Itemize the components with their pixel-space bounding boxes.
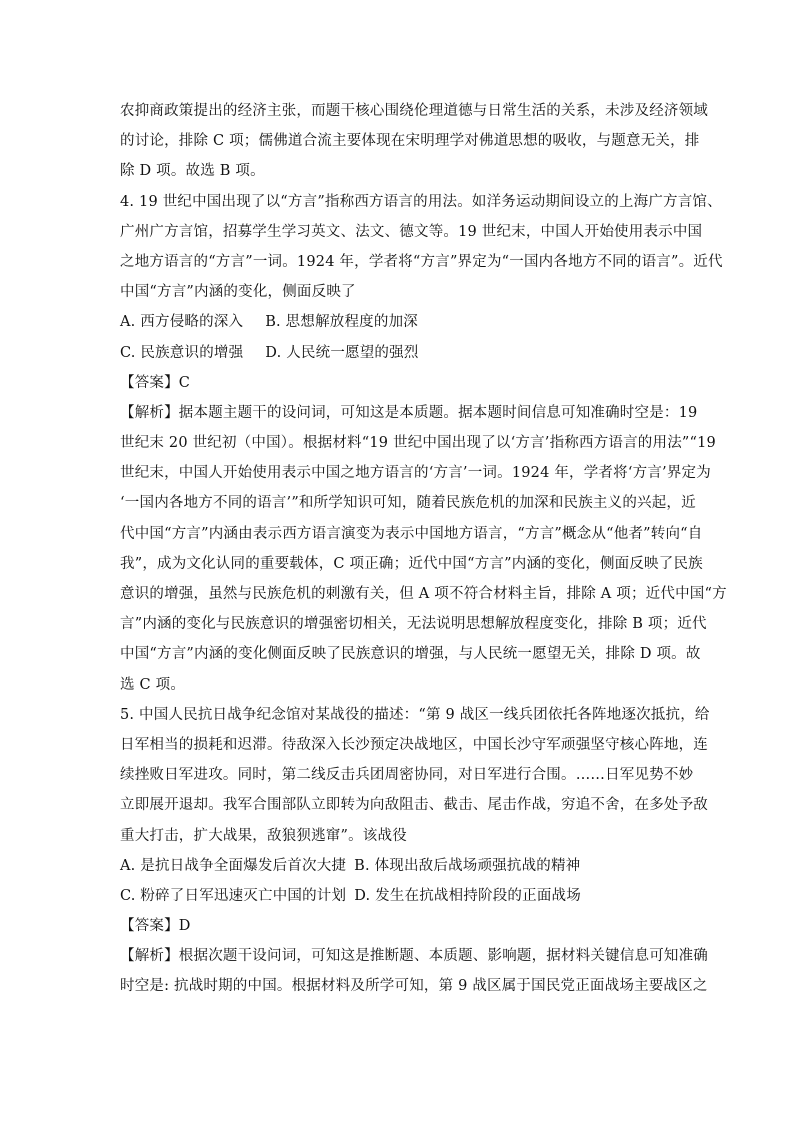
q4-analysis-line: ‘一国内各地方不同的语言’”和所学知识可知，随着民族危机的加深和民族主义的兴起，近 [120, 495, 696, 512]
q4-analysis-line: 世纪末，中国人开始使用表示中国之地方语言的‘方言’一词。1924 年，学者将‘方言’界定为 [120, 465, 711, 482]
q4-options-row [120, 338, 680, 368]
q4-analysis-line: 言”内涵的变化与民族意识的增强密切相关，无法说明思想解放程度变化，排除 B 项；近代 [120, 616, 707, 633]
q4-option-c: C. 民族意识的增强 [120, 344, 244, 361]
q4-option-b: B. 思想解放程度的加深 [265, 314, 418, 331]
q5-option-a: A. 是抗日战争全面爆发后首次大捷 [120, 857, 347, 874]
q5-stem-line: 日军相当的损耗和迟滞。待敌深入长沙预定决战地区，中国长沙守军顽强坚守核心阵地，连 [120, 736, 708, 753]
q4-analysis-line: 代中国“方言”内涵由表示西方语言演变为表示中国地方语言，“方言”概念从“他者”转向“自 [120, 525, 703, 542]
q5-stem-line: 立即展开退却。我军合围部队立即转为向敌阻击、截击、尾击作战，穷追不舍，在多处予敌 [120, 797, 708, 814]
q4-analysis-line: 意识的增强，虽然与民族危机的刺激有关，但 A 项不符合材料主旨，排除 A 项；近代中国“方 [120, 586, 727, 602]
q4-answer: 【答案】C [120, 374, 191, 391]
q3-analysis-line: 除 D 项。故选 B 项。 [120, 163, 265, 180]
q4-stem-line: 4. 19 世纪中国出现了以“方言”指称西方语言的用法。如洋务运动期间设立的上海广方言馆、 [120, 193, 722, 210]
q4-analysis-line: 【解析】据本题主题干的设问词，可知这是本质题。据本题时间信息可知准确时空是：19 [120, 404, 698, 421]
q5-options-row [120, 851, 680, 881]
q5-stem-line: 重大打击，扩大战果，敌狼狈逃窜”。该战役 [120, 827, 407, 844]
q4-option-a: A. 西方侵略的深入 [120, 314, 244, 331]
q5-option-d: D. 发生在抗战相持阶段的正面战场 [354, 887, 581, 904]
q4-analysis-line: 中国“方言”内涵的变化侧面反映了民族意识的增强，与人民统一愿望无关，排除 D 项。故 [120, 646, 701, 663]
q4-analysis-line: 我”，成为文化认同的重要载体，C 项正确；近代中国“方言”内涵的变化，侧面反映了民族 [120, 555, 703, 572]
q4-analysis-line: 选 C 项。 [120, 676, 186, 693]
q4-stem-line: 中国“方言”内涵的变化，侧面反映了 [120, 284, 356, 301]
q4-stem-line: 广州广方言馆，招募学生学习英文、法文、德文等。19 世纪末，中国人开始使用表示中国 [120, 223, 703, 240]
q4-analysis-line: 世纪末 20 世纪初（中国）。根据材料“19 世纪中国出现了以‘方言’指称西方语言的用法”“19 [120, 435, 716, 452]
document-page [120, 96, 727, 1002]
q5-option-c: C. 粉碎了日军迅速灭亡中国的计划 [120, 887, 347, 904]
q4-options-row [120, 307, 680, 337]
q5-analysis-line: 【解析】根据次题干设问词，可知这是推断题、本质题、影响题，据材料关键信息可知准确 [120, 948, 708, 965]
q5-analysis-line: 时空是: 抗战时期的中国。根据材料及所学可知，第 9 战区属于国民党正面战场主要战区之 [120, 978, 708, 995]
q5-answer: 【答案】D [120, 918, 191, 935]
q3-analysis-line: 的讨论，排除 C 项；儒佛道合流主要体现在宋明理学对佛道思想的吸收，与题意无关，排 [120, 133, 700, 150]
q4-stem-line: 之地方语言的“方言”一词。1924 年，学者将“方言”界定为“一国内各地方不同的语言”。近代 [120, 253, 723, 270]
q4-option-d: D. 人民统一愿望的强烈 [265, 344, 419, 361]
q5-stem-line: 续挫败日军进攻。同时，第二线反击兵团周密协同，对日军进行合围。……日军见势不妙 [120, 767, 694, 784]
q5-option-b: B. 体现出敌后战场顽强抗战的精神 [354, 857, 581, 874]
q5-options-row [120, 881, 680, 911]
q3-analysis-line: 农抑商政策提出的经济主张，而题干核心围绕伦理道德与日常生活的关系，未涉及经济领域 [120, 103, 708, 119]
q5-stem-line: 5. 中国人民抗日战争纪念馆对某战役的描述：“第 9 战区一线兵团依托各阵地逐次抵抗，给 [120, 706, 710, 723]
